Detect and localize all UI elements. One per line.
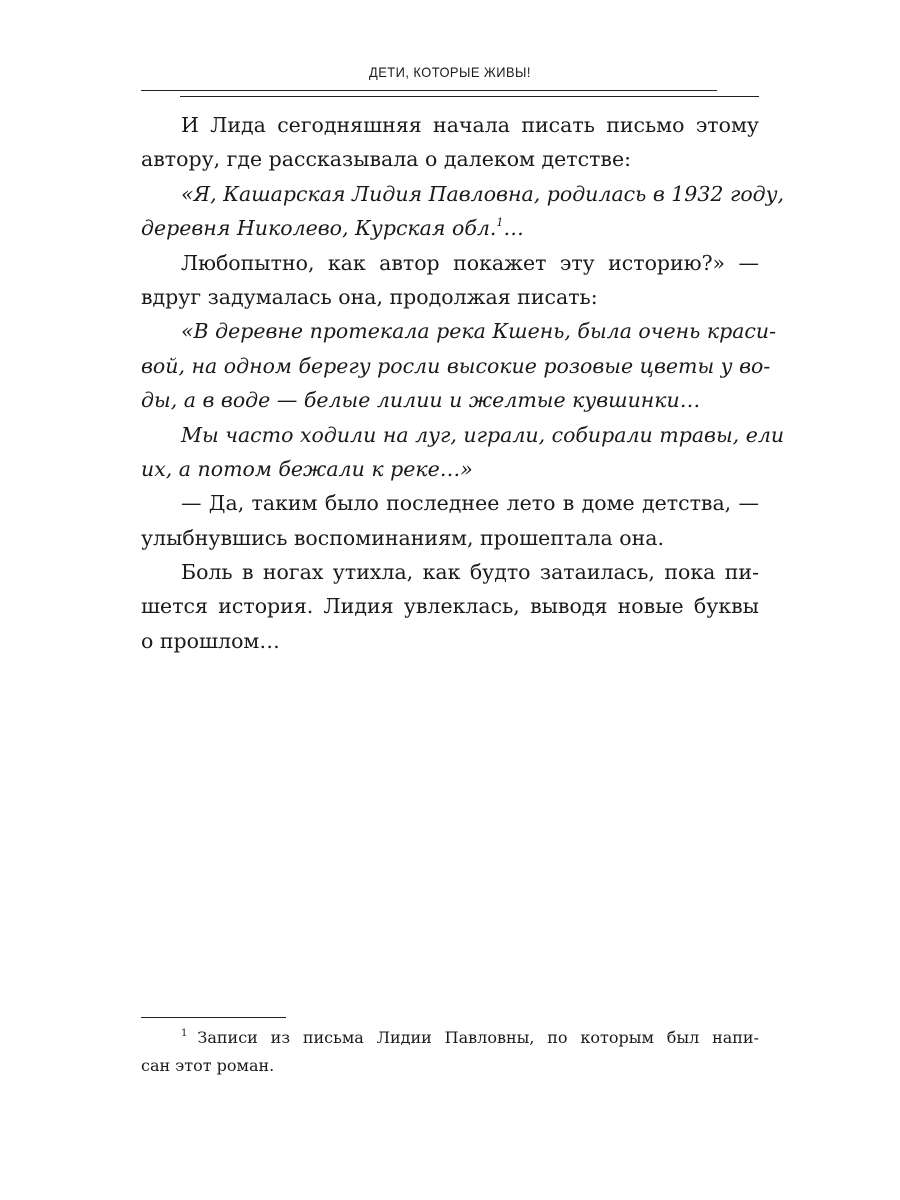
footnote (141, 1024, 759, 1080)
text-line: Любопытно, как автор покажет эту историю?» — (181, 250, 759, 275)
text-line: вой, на одном берегу росли высокие розовые цветы у во- (141, 353, 771, 378)
footnote-mark: 1 (181, 1028, 188, 1039)
text-line (141, 211, 759, 245)
footnote-text: Записи из письма Лидии Павловны, по которым был напи- (197, 1028, 759, 1047)
text-line: о прошлом… (141, 628, 280, 653)
footnote-rule (141, 1017, 286, 1018)
footnote-line: сан этот роман. (141, 1056, 275, 1075)
text-line: «В деревне протекала река Кшень, была очень краси- (181, 319, 777, 344)
text-line: Мы часто ходили на луг, играли, собирали травы, ели (181, 422, 785, 447)
text-line: улыбнувшись воспоминаниям, прошептала она. (141, 525, 665, 550)
body-text (141, 108, 785, 658)
footnote-reference: 1 (496, 216, 504, 230)
text-fragment: … (503, 216, 524, 241)
text-line: Боль в ногах утихла, как будто затаилась, пока пи- (181, 560, 759, 585)
header-rule-top (141, 90, 717, 91)
text-line: — Да, таким было последнее лето в доме детства, — (181, 491, 759, 516)
text-line: И Лида сегодняшняя начала писать письмо этому (181, 113, 759, 137)
running-head: ДЕТИ, КОТОРЫЕ ЖИВЫ! (369, 64, 531, 80)
text-line: вдруг задумалась она, продолжая писать: (141, 284, 598, 309)
text-line: шется история. Лидия увлеклась, выводя новые буквы (141, 594, 759, 619)
text-line: их, а потом бежали к реке…» (141, 456, 473, 481)
header-rule-bottom (180, 96, 759, 97)
text-line: ды, а в воде — белые лилии и желтые кувшинки… (141, 388, 701, 413)
text-line: «Я, Кашарская Лидия Павловна, родилась в 1932 году, (181, 181, 785, 206)
footnote-line (141, 1024, 759, 1052)
text-line: автору, где рассказывала о далеком детстве: (141, 147, 632, 172)
text-fragment: деревня Николево, Курская обл. (141, 216, 497, 241)
